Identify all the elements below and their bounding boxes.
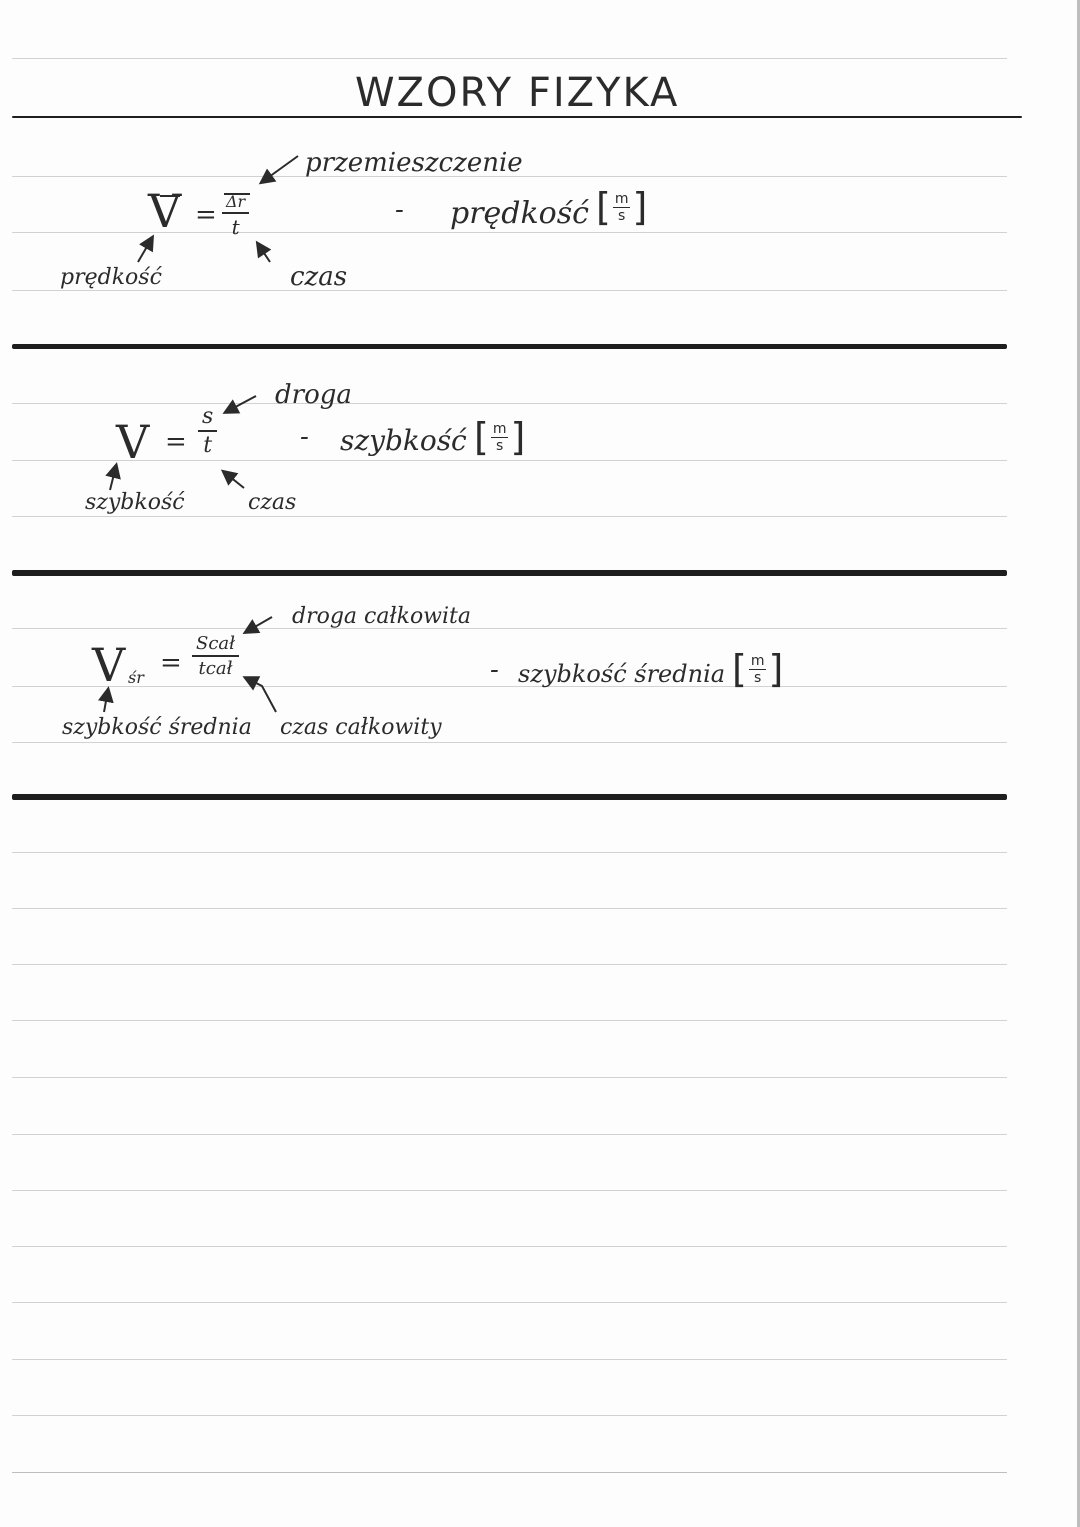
note-distance: droga — [275, 380, 352, 410]
fraction-numerator: s — [198, 404, 217, 432]
formula-symbol: V — [116, 415, 150, 469]
note-time: czas — [248, 490, 297, 515]
formula-subscript: śr — [128, 668, 144, 687]
formula-symbol: V — [148, 184, 182, 238]
equals-sign: = — [160, 648, 182, 678]
fraction-denominator: t — [203, 433, 213, 458]
note-average-speed: szybkość średnia — [62, 715, 252, 740]
page-title: WZORY FIZYKA — [355, 70, 680, 116]
dash: - — [490, 655, 499, 685]
unit-bracket: [ m s ] — [732, 647, 784, 691]
fraction-denominator: t — [231, 215, 240, 239]
equals-sign: = — [195, 200, 217, 230]
unit-bracket: [ m s ] — [596, 185, 648, 229]
note-total-time: czas całkowity — [280, 715, 442, 740]
fraction-denominator: tcał — [198, 658, 233, 679]
note-speed: szybkość — [85, 490, 185, 515]
formula-description: prędkość — [450, 196, 589, 231]
fraction-numerator: Δr — [222, 192, 249, 214]
note-time: czas — [290, 262, 348, 292]
unit-bracket: [ m s ] — [474, 415, 526, 459]
note-velocity: prędkość — [60, 265, 162, 290]
note-total-distance: droga całkowita — [292, 604, 472, 629]
dash: - — [300, 422, 309, 452]
formula-description: szybkość średnia — [518, 660, 726, 688]
equals-sign: = — [165, 427, 187, 457]
formula-description: szybkość — [340, 424, 467, 457]
formula-symbol: V — [92, 638, 126, 692]
dash: - — [395, 195, 404, 225]
note-displacement: przemieszczenie — [305, 148, 523, 178]
fraction-numerator: Scał — [192, 633, 239, 657]
